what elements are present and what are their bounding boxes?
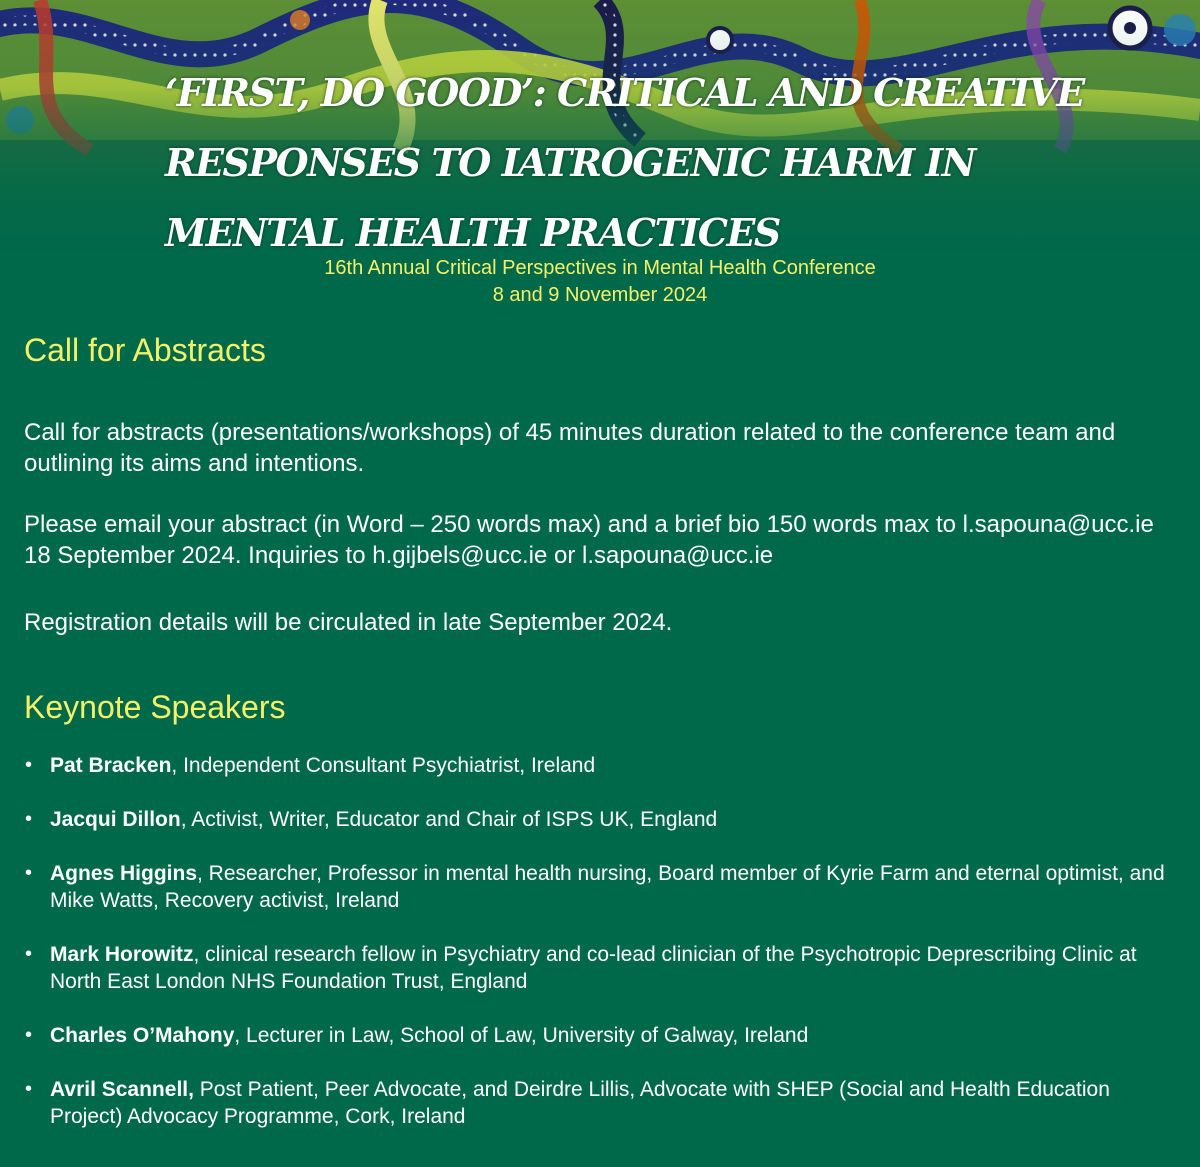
conference-dates: 8 and 9 November 2024: [492, 284, 708, 306]
abstract-description: Call for abstracts (presentations/workshops) of 45 minutes duration related to the conference team and outlining its aims and intentions.: [24, 419, 1116, 477]
keynote-speaker-list: [0, 752, 1200, 1157]
bullet-icon: •: [25, 1078, 33, 1100]
speaker-item: [0, 752, 1200, 779]
registration-note: Registration details will be circulated in late September 2024.: [24, 609, 673, 636]
speaker-item: [0, 860, 1200, 914]
speaker-name: Pat Bracken: [50, 754, 172, 777]
title-line-1: ‘FIRST, DO GOOD’: CRITICAL AND CREATIVE: [165, 70, 1084, 115]
speaker-name: Jacqui Dillon: [50, 808, 181, 831]
speaker-item: [0, 941, 1200, 995]
speaker-description: , Lecturer in Law, School of Law, University of Galway, Ireland: [234, 1024, 809, 1047]
speaker-item: [0, 806, 1200, 833]
bullet-icon: •: [25, 808, 33, 830]
bullet-icon: •: [25, 754, 33, 776]
speaker-name: Mark Horowitz: [50, 943, 194, 966]
conference-name: 16th Annual Critical Perspectives in Mental Health Conference: [324, 257, 876, 279]
bullet-icon: •: [25, 862, 33, 884]
title-line-2: RESPONSES TO IATROGENIC HARM IN: [165, 140, 975, 185]
conference-title: [165, 58, 1084, 268]
keynote-speakers-heading: Keynote Speakers: [24, 689, 286, 725]
speaker-description: Post Patient, Peer Advocate, and Deirdre Lillis, Advocate with SHEP (Social and Health Education Project) Advocacy Programme, Cork, Ireland: [50, 1078, 1110, 1128]
speaker-description: , Researcher, Professor in mental health nursing, Board member of Kyrie Farm and eternal optimist, and Mike Watts, Recovery activist, Ireland: [50, 862, 1165, 912]
title-line-3: MENTAL HEALTH PRACTICES: [165, 210, 780, 255]
speaker-description: , Independent Consultant Psychiatrist, Ireland: [171, 754, 596, 777]
bullet-icon: •: [25, 1024, 33, 1046]
speaker-item: [0, 1076, 1200, 1130]
speaker-description: , Activist, Writer, Educator and Chair of ISPS UK, England: [180, 808, 718, 831]
speaker-item: [0, 1022, 1200, 1049]
speaker-name: Avril Scannell,: [50, 1078, 194, 1101]
submission-instructions: Please email your abstract (in Word – 250 words max) and a brief bio 150 words max to l.sapouna@ucc.ie 18 September 2024. Inquiries to h.gijbels@ucc.ie or l.sapouna@ucc.ie: [24, 511, 1154, 569]
call-for-abstracts-heading: Call for Abstracts: [24, 332, 266, 368]
speaker-name: Charles O’Mahony: [50, 1024, 235, 1047]
bullet-icon: •: [25, 943, 33, 965]
speaker-name: Agnes Higgins: [50, 862, 198, 885]
speaker-description: , clinical research fellow in Psychiatry and co-lead clinician of the Psychotropic Deprescribing Clinic at North East London NHS Foundation Trust, England: [50, 943, 1137, 993]
